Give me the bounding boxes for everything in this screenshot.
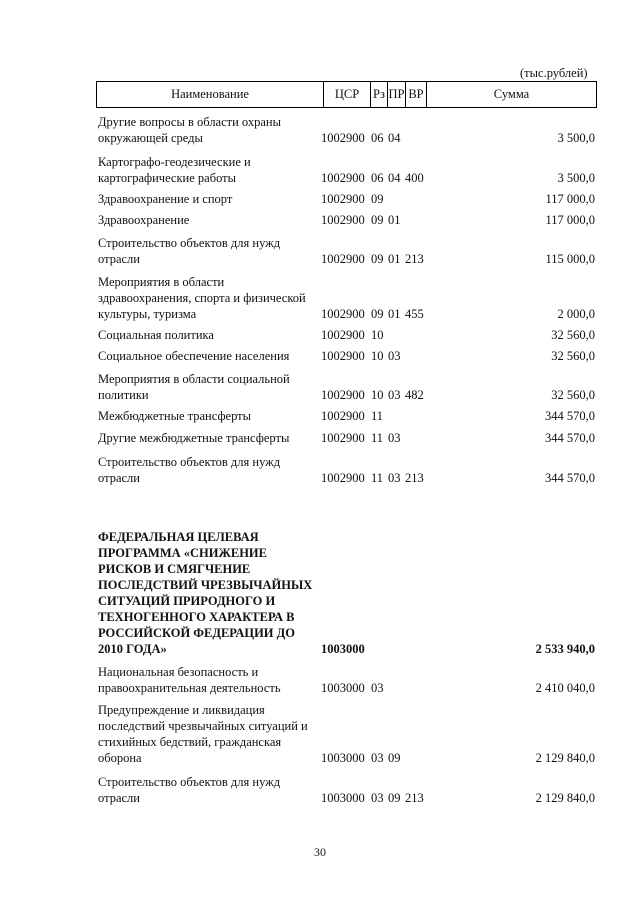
row-name: Строительство объектов для нужд отрасли	[98, 236, 281, 266]
row-csr: 1002900	[321, 307, 365, 321]
row-sum: 115 000,0	[545, 252, 595, 266]
row-csr: 1003000	[321, 751, 365, 765]
row-vr: 213	[405, 252, 424, 266]
row-name: Мероприятия в области здравоохранения, спорта и физической культуры, туризма	[98, 275, 306, 321]
row-sum: 3 500,0	[557, 171, 595, 185]
row-vr: 482	[405, 388, 424, 402]
row-name: Картографо-геодезические и картографические работы	[98, 155, 251, 185]
row-rz: 09	[371, 307, 384, 321]
row-name: Здравоохранение и спорт	[98, 192, 233, 206]
page-number: 30	[314, 845, 326, 859]
row-pr: 04	[388, 171, 401, 185]
row-sum: 32 560,0	[551, 388, 595, 402]
header-name: Наименование	[171, 87, 249, 101]
header-sum: Сумма	[426, 82, 596, 107]
row-rz: 11	[371, 471, 384, 485]
header-pr: ПР	[387, 82, 405, 107]
row-csr: 1002900	[321, 252, 365, 266]
header-vr: ВР	[405, 82, 426, 107]
row-rz: 06	[371, 131, 384, 145]
row-csr: 1002900	[321, 471, 365, 485]
row-name: Национальная безопасность и правоохранительная деятельность	[98, 665, 281, 695]
row-rz: 06	[371, 171, 384, 185]
row-csr: 1002900	[321, 431, 365, 445]
row-pr: 03	[388, 349, 401, 363]
row-pr: 09	[388, 791, 401, 805]
row-pr: 03	[388, 431, 401, 445]
row-rz: 03	[371, 791, 384, 805]
row-vr: 213	[405, 791, 424, 805]
row-csr: 1002900	[321, 328, 365, 342]
row-rz: 11	[371, 431, 384, 445]
row-rz: 09	[371, 252, 384, 266]
row-pr: 03	[388, 471, 401, 485]
row-vr: 213	[405, 471, 424, 485]
row-csr: 1003000	[321, 642, 365, 656]
row-sum: 32 560,0	[551, 328, 595, 342]
row-name: Мероприятия в области социальной политики	[98, 372, 290, 402]
row-rz: 09	[371, 213, 384, 227]
row-csr: 1003000	[321, 681, 365, 695]
row-sum: 2 129 840,0	[535, 791, 595, 805]
row-name: Предупреждение и ликвидация последствий чрезвычайных ситуаций и стихийных бедствий, гражданская оборона	[98, 703, 308, 765]
row-csr: 1002900	[321, 171, 365, 185]
row-sum: 344 570,0	[545, 471, 595, 485]
row-rz: 10	[371, 388, 384, 402]
row-sum: 32 560,0	[551, 349, 595, 363]
row-sum: 2 129 840,0	[535, 751, 595, 765]
row-name: Другие вопросы в области охраны окружающей среды	[98, 115, 282, 145]
row-rz: 03	[371, 751, 384, 765]
row-name: Здравоохранение	[98, 213, 190, 227]
row-name: Строительство объектов для нужд отрасли	[98, 455, 281, 485]
row-name: Строительство объектов для нужд отрасли	[98, 775, 281, 805]
row-sum: 117 000,0	[545, 192, 595, 206]
row-csr: 1002900	[321, 131, 365, 145]
row-sum: 2 000,0	[557, 307, 595, 321]
row-sum: 344 570,0	[545, 409, 595, 423]
row-csr: 1002900	[321, 388, 365, 402]
row-csr: 1002900	[321, 192, 365, 206]
header-csr: ЦСР	[323, 82, 370, 107]
row-sum: 2 533 940,0	[535, 642, 595, 656]
header-rz: Рз	[370, 82, 387, 107]
row-pr: 01	[388, 252, 401, 266]
row-vr: 400	[405, 171, 424, 185]
row-csr: 1002900	[321, 213, 365, 227]
row-pr: 04	[388, 131, 401, 145]
row-name: Социальное обеспечение населения	[98, 349, 290, 363]
row-rz: 03	[371, 681, 384, 695]
row-name: ФЕДЕРАЛЬНАЯ ЦЕЛЕВАЯ ПРОГРАММА «СНИЖЕНИЕ РИСКОВ И СМЯГЧЕНИЕ ПОСЛЕДСТВИЙ ЧРЕЗВЫЧАЙНЫХ СИТУАЦИЙ ПРИРОДНОГО И ТЕХНОГЕННОГО ХАРАКТЕРА В РОССИЙСКОЙ ФЕДЕРАЦИИ ДО 2010 ГОДА»	[98, 530, 313, 656]
row-csr: 1003000	[321, 791, 365, 805]
row-rz: 10	[371, 349, 384, 363]
table-row	[96, 0, 597, 806]
row-csr: 1002900	[321, 349, 365, 363]
row-rz: 11	[371, 409, 384, 423]
row-rz: 09	[371, 192, 384, 206]
row-pr: 09	[388, 751, 401, 765]
row-csr: 1002900	[321, 409, 365, 423]
row-name: Социальная политика	[98, 328, 214, 342]
units-label: (тыс.рублей)	[520, 66, 588, 80]
row-name: Межбюджетные трансферты	[98, 409, 252, 423]
row-vr: 455	[405, 307, 424, 321]
row-name: Другие межбюджетные трансферты	[98, 431, 290, 445]
row-pr: 01	[388, 213, 401, 227]
row-sum: 344 570,0	[545, 431, 595, 445]
row-sum: 2 410 040,0	[535, 681, 595, 695]
row-pr: 03	[388, 388, 401, 402]
row-sum: 117 000,0	[545, 213, 595, 227]
row-sum: 3 500,0	[557, 131, 595, 145]
row-rz: 10	[371, 328, 384, 342]
row-pr: 01	[388, 307, 401, 321]
